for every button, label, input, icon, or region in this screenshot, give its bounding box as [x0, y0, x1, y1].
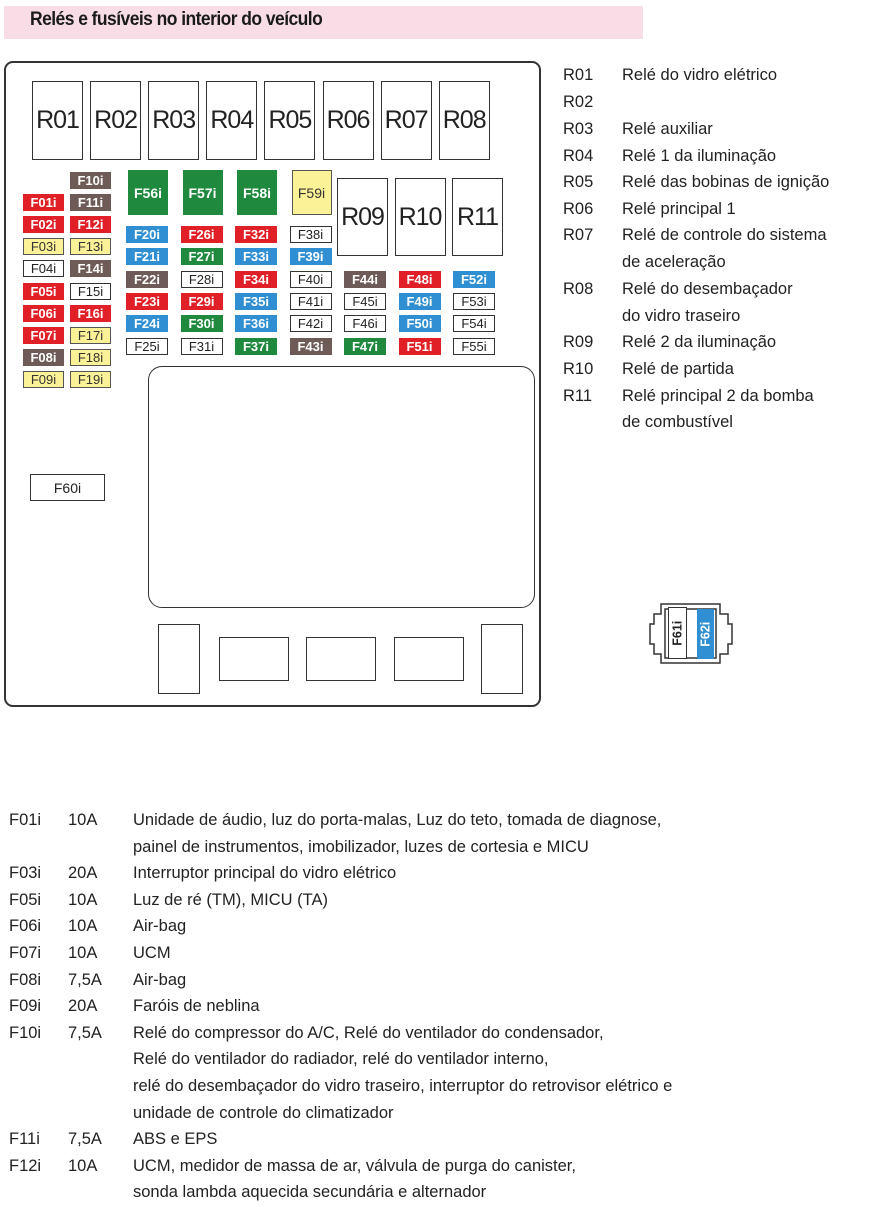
fuse-f57i: F57i	[183, 170, 223, 215]
relay-legend-code: R04	[563, 147, 594, 165]
fuse-f06i: F06i	[23, 305, 64, 322]
relay-legend-code: R01	[563, 66, 594, 84]
fuse-legend-code: F01i	[9, 811, 42, 829]
relay-legend-description: Relé de controle do sistema	[622, 226, 827, 244]
relay-legend-description: Relé do desembaçador	[622, 280, 793, 298]
relay-r01: R01	[32, 81, 83, 160]
fuse-legend-description: Air-bag	[133, 917, 187, 936]
bottom-slot	[394, 637, 464, 681]
relay-legend-description: de aceleração	[622, 253, 726, 271]
relay-legend-description: Relé auxiliar	[622, 120, 713, 138]
fuse-f42i: F42i	[290, 315, 332, 332]
fuse-f16i: F16i	[70, 305, 111, 322]
relay-legend-description: Relé 2 da iluminação	[622, 333, 777, 351]
fuse-f61i	[668, 607, 687, 659]
relay-legend-description: Relé 1 da iluminação	[622, 147, 777, 165]
fuse-f51i: F51i	[399, 338, 441, 355]
fuse-f53i: F53i	[453, 293, 495, 310]
fuse-connector-outline	[648, 596, 736, 670]
fuse-f30i: F30i	[181, 315, 223, 332]
fuse-legend-description: ABS e EPS	[133, 1130, 218, 1149]
relay-r05: R05	[264, 81, 315, 160]
fuse-legend-description: Relé do ventilador do radiador, relé do ventilador interno,	[133, 1050, 549, 1069]
relay-legend-code: R08	[563, 280, 594, 298]
fuse-f44i: F44i	[344, 271, 386, 288]
fuse-f55i: F55i	[453, 338, 495, 355]
fuse-f15i: F15i	[70, 283, 111, 300]
fuse-f13i: F13i	[70, 238, 111, 255]
relay-r09: R09	[337, 178, 388, 256]
fuse-f31i: F31i	[181, 338, 223, 355]
relay-r06: R06	[323, 81, 374, 160]
fuse-f46i: F46i	[344, 315, 386, 332]
fuse-legend-code: F10i	[9, 1023, 42, 1042]
fuse-legend-code: F05i	[9, 890, 42, 909]
fuse-legend-amperage: 7,5A	[68, 970, 102, 989]
fuse-f60i: F60i	[30, 474, 105, 501]
fuse-f05i: F05i	[23, 283, 64, 300]
fuse-legend-amperage: 10A	[68, 811, 98, 829]
fuse-f14i: F14i	[70, 260, 111, 277]
fuse-f19i: F19i	[70, 371, 111, 388]
fuse-legend-amperage: 10A	[68, 917, 98, 936]
fuse-f45i: F45i	[344, 293, 386, 310]
fuse-f03i: F03i	[23, 238, 64, 255]
fuse-legend-code: F12i	[9, 1156, 42, 1175]
relay-r04: R04	[206, 81, 257, 160]
fuse-f27i: F27i	[181, 248, 223, 265]
fuse-f01i: F01i	[23, 194, 64, 211]
fuse-f59i: F59i	[292, 170, 332, 215]
fuse-legend-description: unidade de controle do climatizador	[133, 1103, 394, 1122]
fuse-f34i: F34i	[235, 271, 277, 288]
fuse-f04i: F04i	[23, 260, 64, 277]
fuse-f36i: F36i	[235, 315, 277, 332]
bottom-slot	[219, 637, 289, 681]
relay-legend-description: do vidro traseiro	[622, 307, 741, 325]
fuse-f29i: F29i	[181, 293, 223, 310]
bottom-slot	[158, 624, 200, 694]
fuse-legend-description: Relé do compressor do A/C, Relé do ventilador do condensador,	[133, 1023, 604, 1042]
fuse-f62i-label: F62i	[698, 621, 713, 647]
relay-r02: R02	[90, 81, 141, 160]
fuse-f37i: F37i	[235, 338, 277, 355]
relay-r03: R03	[148, 81, 199, 160]
fuse-f07i: F07i	[23, 327, 64, 344]
fuse-f39i: F39i	[290, 248, 332, 265]
fuse-f12i: F12i	[70, 216, 111, 233]
relay-r10: R10	[395, 178, 446, 256]
fuse-f61i-label: F61i	[670, 620, 685, 646]
fuse-f40i: F40i	[290, 271, 332, 288]
relay-legend-code: R10	[563, 360, 594, 378]
relay-r08: R08	[439, 81, 490, 160]
fuse-legend-amperage: 10A	[68, 944, 98, 962]
fuse-legend-amperage: 20A	[68, 997, 98, 1016]
fuse-legend-description: Luz de ré (TM), MICU (TA)	[133, 890, 328, 909]
relay-legend-description: Relé principal 1	[622, 200, 736, 218]
fuse-f20i: F20i	[126, 226, 168, 243]
fuse-f23i: F23i	[126, 293, 168, 310]
fuse-f58i: F58i	[237, 170, 277, 215]
central-module-outline	[148, 366, 535, 608]
fuse-legend-description: UCM	[133, 944, 171, 962]
relay-legend-code: R02	[563, 93, 594, 111]
relay-legend-description: Relé principal 2 da bomba	[622, 387, 814, 405]
fuse-legend-description: Interruptor principal do vidro elétrico	[133, 864, 397, 883]
fuse-legend-amperage: 7,5A	[68, 1023, 102, 1042]
fuse-legend-amperage: 10A	[68, 1156, 98, 1175]
fuse-legend-code: F08i	[9, 970, 42, 989]
fuse-f47i: F47i	[344, 338, 386, 355]
fuse-f49i: F49i	[399, 293, 441, 310]
relay-legend-description: Relé de partida	[622, 360, 734, 378]
fuse-f38i: F38i	[290, 226, 332, 243]
fuse-f28i: F28i	[181, 271, 223, 288]
fuse-f62i	[697, 609, 714, 659]
fuse-legend-description: UCM, medidor de massa de ar, válvula de purga do canister,	[133, 1156, 576, 1175]
fuse-f52i: F52i	[453, 271, 495, 288]
fuse-f17i: F17i	[70, 327, 111, 344]
relay-r07: R07	[381, 81, 432, 160]
fuse-f50i: F50i	[399, 315, 441, 332]
fuse-f10i: F10i	[70, 172, 111, 189]
fuse-legend-code: F11i	[9, 1130, 40, 1149]
fuse-legend-description: Faróis de neblina	[133, 997, 260, 1016]
fuse-f25i: F25i	[126, 338, 168, 355]
fuse-legend-amperage: 20A	[68, 864, 98, 883]
relay-legend-code: R03	[563, 120, 594, 138]
fuse-f56i: F56i	[128, 170, 168, 215]
bottom-slot	[481, 624, 523, 694]
fuse-f09i: F09i	[23, 371, 64, 388]
fuse-f02i: F02i	[23, 216, 64, 233]
fuse-f08i: F08i	[23, 349, 64, 366]
fuse-legend-amperage: 7,5A	[68, 1130, 102, 1149]
fuse-legend-description: relé do desembaçador do vidro traseiro, interruptor do retrovisor elétrico e	[133, 1077, 673, 1095]
fuse-legend-description: Unidade de áudio, luz do porta-malas, Luz do teto, tomada de diagnose,	[133, 811, 662, 829]
fuse-f24i: F24i	[126, 315, 168, 332]
relay-legend-code: R11	[563, 387, 593, 405]
bottom-slot	[306, 637, 376, 681]
fuse-f48i: F48i	[399, 271, 441, 288]
fuse-legend-description: Air-bag	[133, 970, 187, 989]
fuse-f54i: F54i	[453, 315, 495, 332]
fuse-legend-amperage: 10A	[68, 890, 98, 909]
fuse-legend-description: sonda lambda aquecida secundária e alternador	[133, 1183, 487, 1202]
fuse-f22i: F22i	[126, 271, 168, 288]
relay-legend-code: R09	[563, 333, 594, 351]
fuse-legend-code: F07i	[9, 944, 42, 962]
fuse-f33i: F33i	[235, 248, 277, 265]
fuse-f21i: F21i	[126, 248, 168, 265]
relay-legend-description: Relé das bobinas de ignição	[622, 173, 830, 191]
relay-legend-code: R05	[563, 173, 594, 191]
fuse-f35i: F35i	[235, 293, 277, 310]
fuse-legend-code: F09i	[9, 997, 42, 1016]
page-title: Relés e fusíveis no interior do veículo	[30, 9, 323, 30]
relay-r11: R11	[452, 178, 503, 256]
fuse-f43i: F43i	[290, 338, 332, 355]
fuse-f18i: F18i	[70, 349, 111, 366]
fuse-f41i: F41i	[290, 293, 332, 310]
relay-legend-code: R06	[563, 200, 594, 218]
fuse-f11i: F11i	[70, 194, 111, 211]
relay-legend-description: de combustível	[622, 413, 733, 431]
fuse-f26i: F26i	[181, 226, 223, 243]
fuse-legend-code: F03i	[9, 864, 42, 883]
fuse-f32i: F32i	[235, 226, 277, 243]
fuse-legend-description: painel de instrumentos, imobilizador, luzes de cortesia e MICU	[133, 837, 589, 856]
relay-legend-description: Relé do vidro elétrico	[622, 66, 777, 84]
relay-legend-code: R07	[563, 226, 594, 244]
fuse-legend-code: F06i	[9, 917, 42, 936]
